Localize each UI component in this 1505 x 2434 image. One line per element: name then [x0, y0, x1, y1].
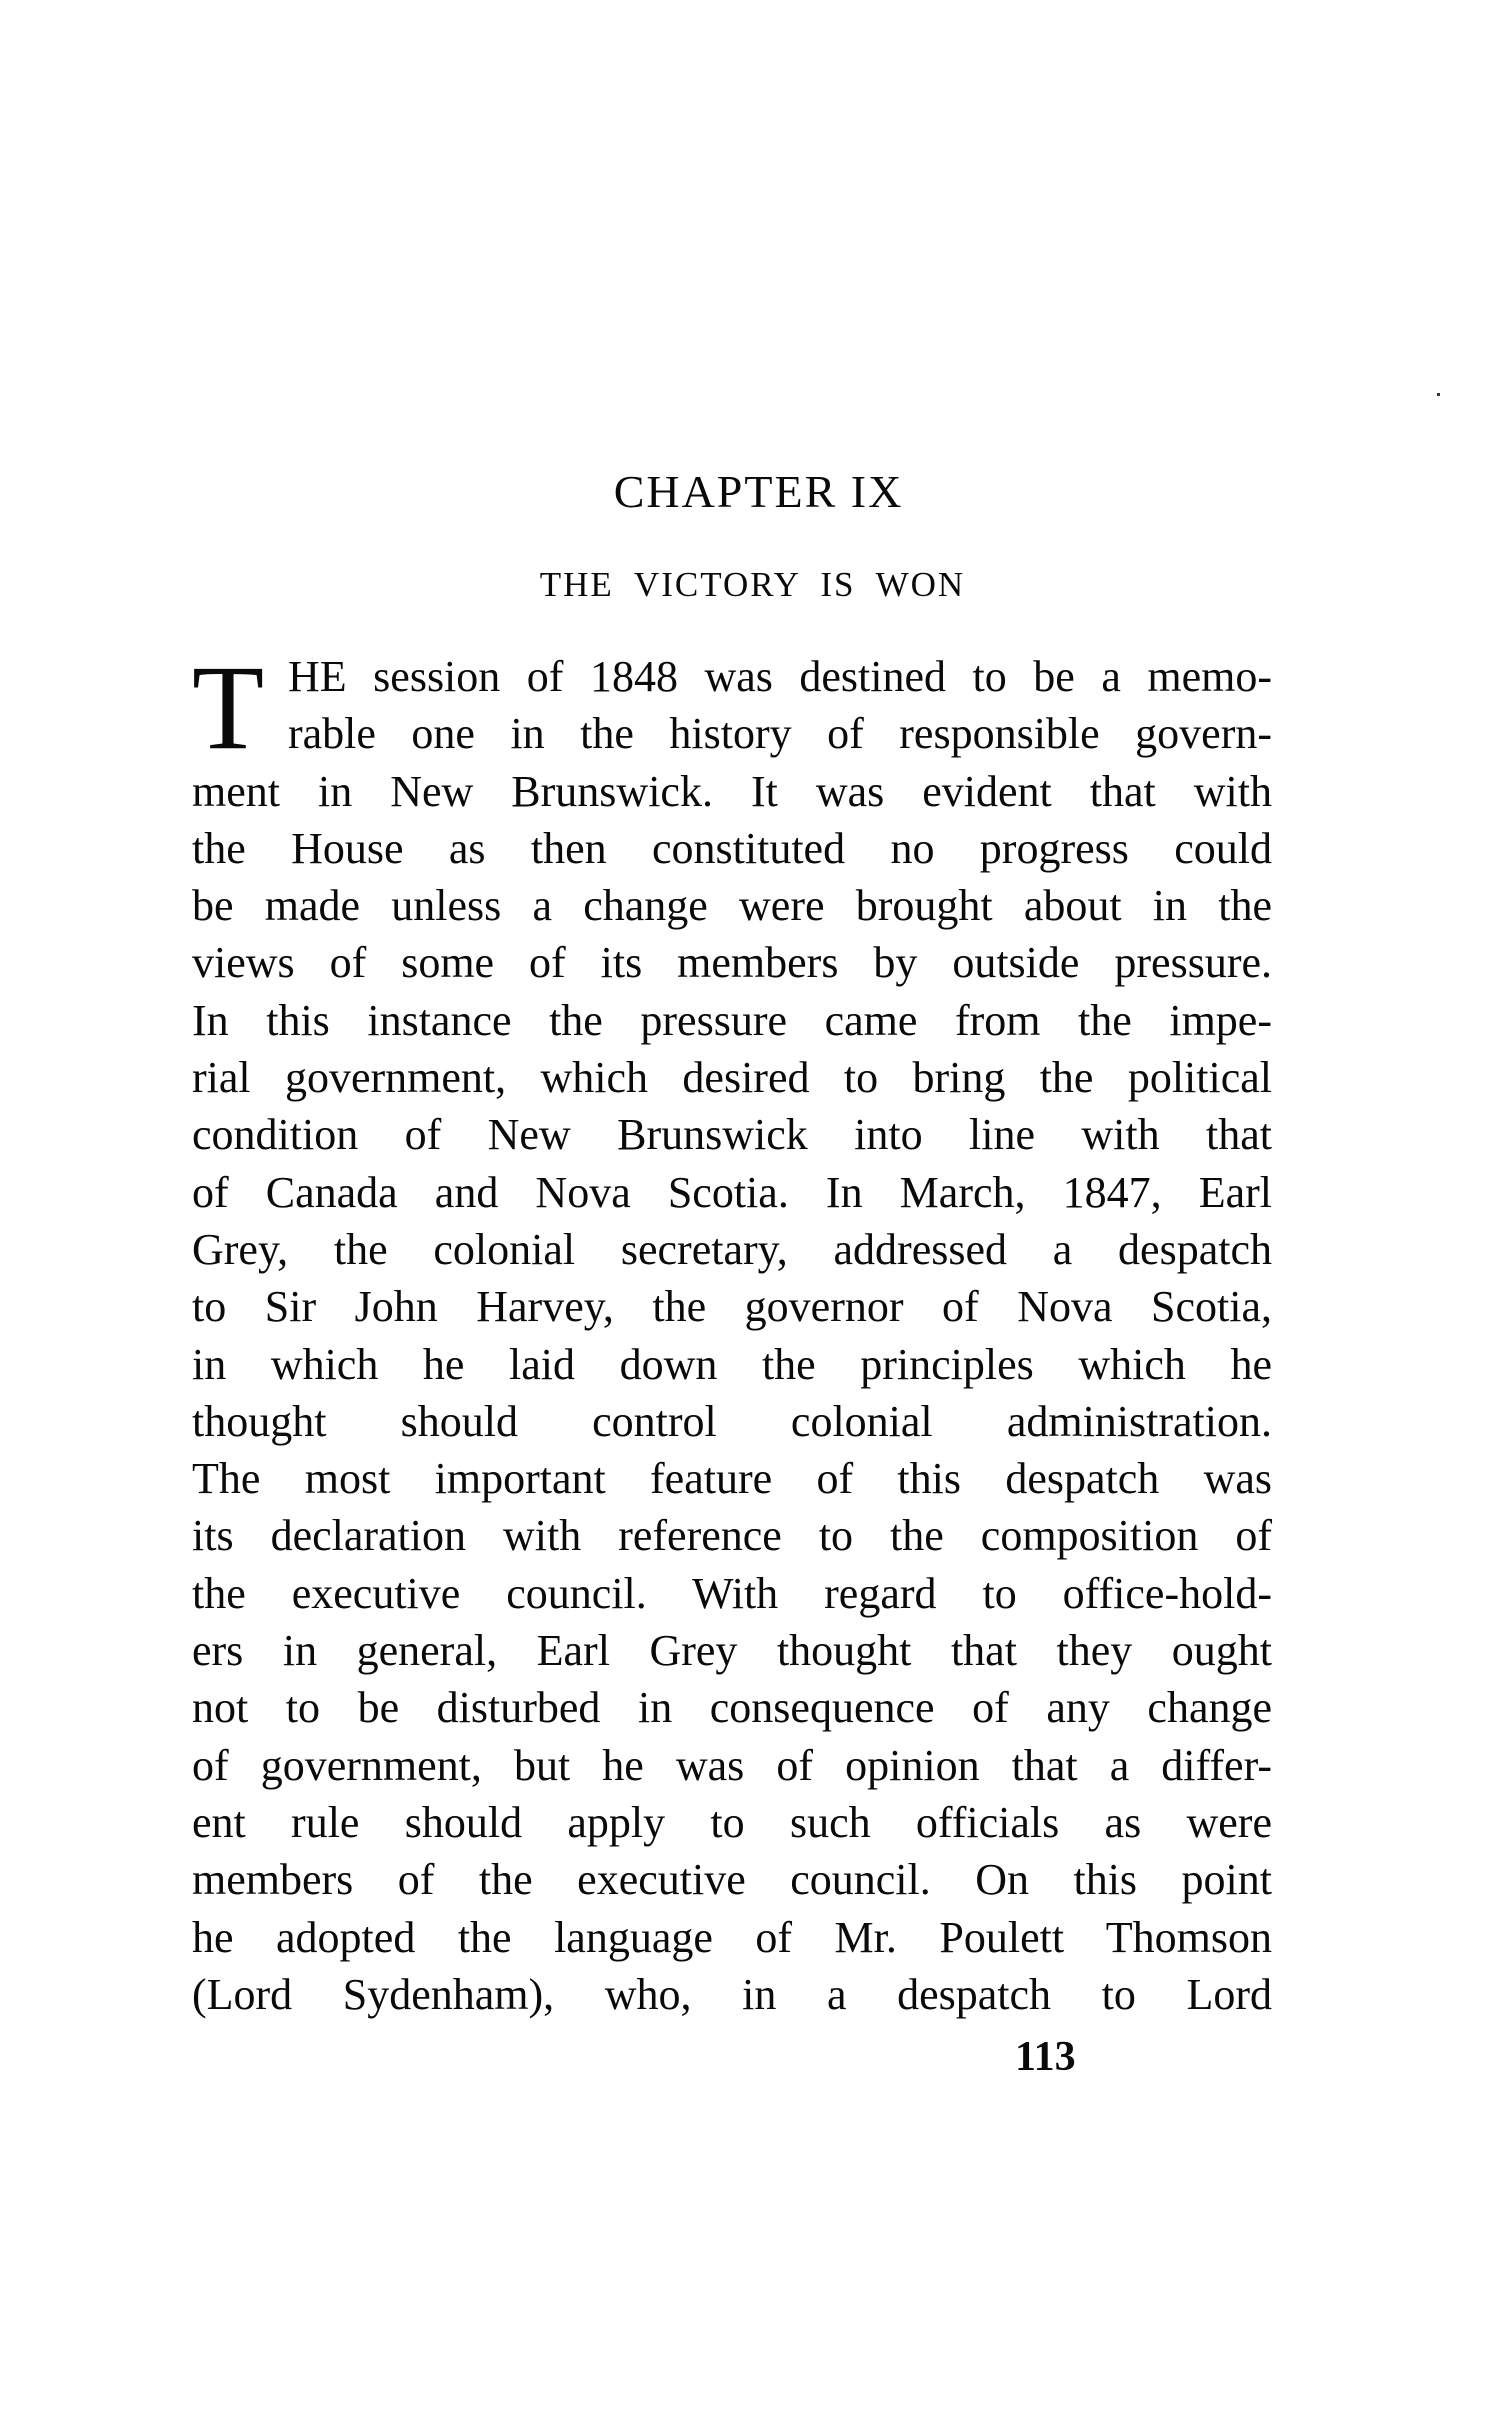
text-line: HE session of 1848 was destined to be a memo-: [288, 652, 1272, 701]
text-line: to Sir John Harvey, the governor of Nova Scotia,: [192, 1282, 1272, 1332]
page-number: 113: [1015, 2034, 1076, 2080]
text-line: members of the executive council. On this point: [192, 1855, 1272, 1905]
chapter-number: CHAPTER IX: [613, 466, 904, 517]
text-line: in which he laid down the principles which he: [192, 1339, 1272, 1389]
body-text: [192, 640, 1272, 2023]
text-line: rial government, which desired to bring the political: [192, 1053, 1272, 1103]
text-line: not to be disturbed in consequence of any change: [192, 1683, 1272, 1733]
text-line: ment in New Brunswick. It was evident that with: [192, 766, 1272, 816]
chapter-title: THE VICTORY IS WON: [539, 565, 966, 604]
text-line: of government, but he was of opinion that a differ-: [192, 1740, 1272, 1790]
text-line: thought should control colonial administration.: [192, 1396, 1272, 1446]
text-line: In this instance the pressure came from the impe-: [192, 995, 1272, 1045]
text-line: he adopted the language of Mr. Poulett Thomson: [192, 1912, 1272, 1962]
text-line: rable one in the history of responsible govern-: [288, 709, 1272, 759]
text-line: (Lord Sydenham), who, in a despatch to Lord: [192, 1969, 1272, 2019]
text-line: the House as then constituted no progress could: [192, 823, 1272, 873]
text-line: the executive council. With regard to office-hold-: [192, 1568, 1272, 1618]
scan-speck: [1437, 393, 1440, 396]
text-line: condition of New Brunswick into line with that: [192, 1110, 1272, 1160]
text-line: ers in general, Earl Grey thought that they ought: [192, 1626, 1272, 1676]
text-line: ent rule should apply to such officials as were: [192, 1797, 1272, 1847]
text-line: The most important feature of this despatch was: [192, 1454, 1272, 1504]
text-line: be made unless a change were brought about in the: [192, 881, 1272, 931]
text-line: Grey, the colonial secretary, addressed a despatch: [192, 1224, 1272, 1274]
drop-cap: T: [192, 640, 265, 775]
text-line: of Canada and Nova Scotia. In March, 1847, Earl: [192, 1167, 1272, 1217]
text-line: its declaration with reference to the composition of: [192, 1511, 1272, 1561]
text-line: views of some of its members by outside pressure.: [192, 938, 1272, 988]
